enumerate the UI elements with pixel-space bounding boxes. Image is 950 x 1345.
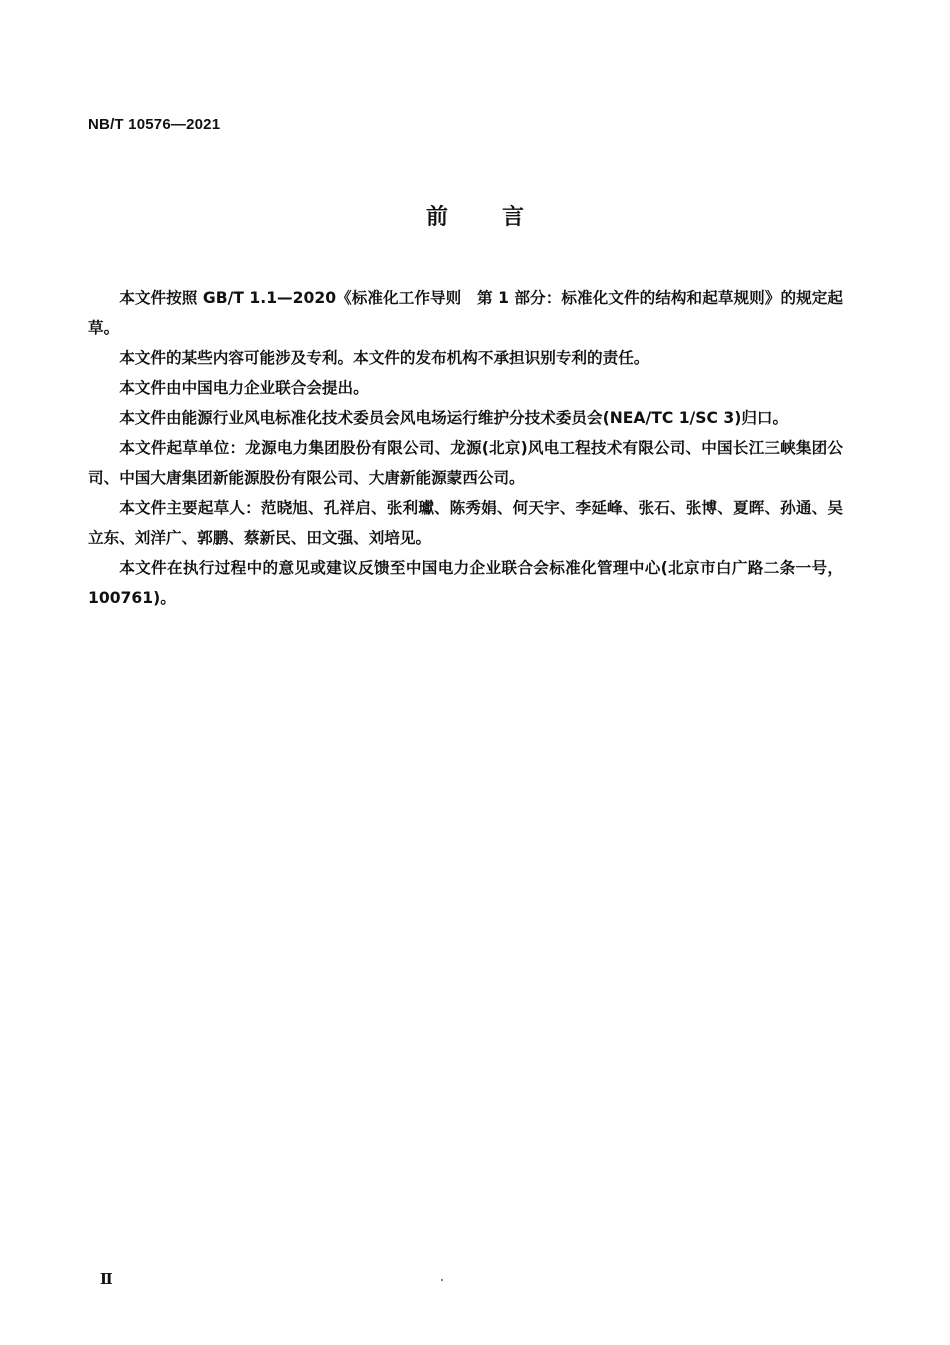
paragraph-technical-committee: 本文件由能源行业风电标准化技术委员会风电场运行维护分技术委员会(NEA/TC 1/SC 3)归口。: [119, 409, 789, 427]
title-char-2: 言: [502, 205, 525, 230]
paragraph-drafters: 本文件主要起草人：范晓旭、孔祥启、张利瓛、陈秀娟、何天宇、李延峰、张石、张博、夏晖、孙通、吴立东、刘洋广、郭鹏、蔡新民、田文强、刘培见。: [88, 499, 843, 547]
page-title: [0, 200, 950, 231]
paragraph-drafting-rules: 本文件按照 GB/T 1.1—2020《标准化工作导则 第 1 部分：标准化文件的结构和起草规则》的规定起草。: [88, 289, 843, 337]
page-number: Ⅱ: [100, 1270, 113, 1288]
paragraph-patent-notice: 本文件的某些内容可能涉及专利。本文件的发布机构不承担识别专利的责任。: [119, 349, 650, 367]
paragraph-feedback: 本文件在执行过程中的意见或建议反馈至中国电力企业联合会标准化管理中心(北京市白广路二条一号，100761)。: [88, 559, 843, 607]
paragraph-drafting-units: 本文件起草单位：龙源电力集团股份有限公司、龙源(北京)风电工程技术有限公司、中国长江三峡集团公司、中国大唐集团新能源股份有限公司、大唐新能源蒙西公司。: [88, 439, 843, 487]
paragraph-proposer: 本文件由中国电力企业联合会提出。: [119, 379, 369, 397]
footer-dot: [441, 1279, 443, 1281]
standard-code: NB/T 10576—2021: [88, 116, 221, 133]
foreword-body: [88, 283, 843, 613]
title-char-1: 前: [425, 205, 448, 230]
